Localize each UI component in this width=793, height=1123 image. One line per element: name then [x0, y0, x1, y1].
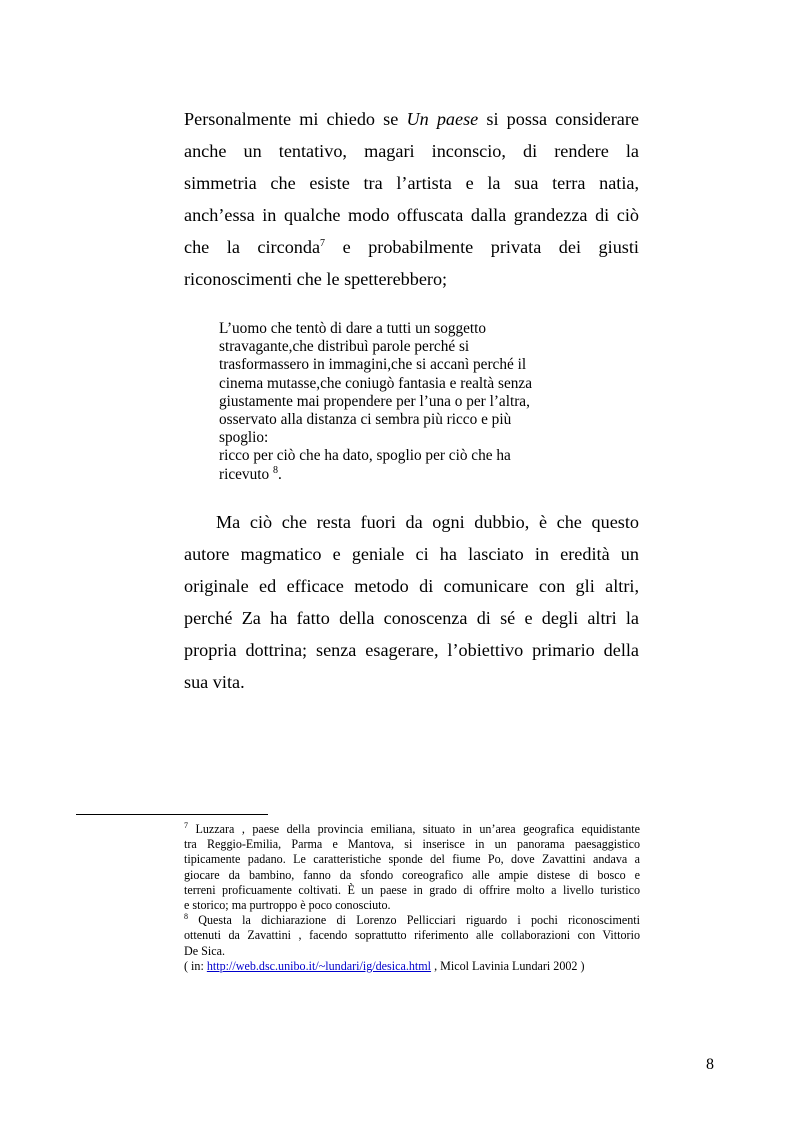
quote-line: giustamente mai propendere per l’una o per l’altra,: [219, 392, 530, 410]
paragraph-2-line-6: sua vita.: [184, 672, 245, 692]
quote-line: ricco per ciò che ha dato, spoglio per ciò che ha: [219, 447, 511, 465]
footnote-7-line-1: $^7$ Luzzara , paese della provincia emiliana, situato in un’area geografica equidistante: [184, 820, 640, 836]
footnote-separator: [76, 814, 268, 815]
paragraph-1-line-3: simmetria che esiste tra l’artista e la sua terra natia,: [184, 173, 639, 193]
quote-last-line: ricevuto $^8$.: [219, 464, 282, 483]
footnote-ref-8[interactable]: 8: [272, 464, 278, 476]
paragraph-1-line-4: anch’essa in qualche modo offuscata dalla grandezza di ciò: [184, 205, 639, 225]
footnote-ref-7[interactable]: 7: [320, 237, 326, 249]
source-link[interactable]: http://web.dsc.unibo.it/~lundari/ig/desica.html: [206, 958, 432, 973]
quote-line: L’uomo che tentò di dare a tutti un soggetto: [219, 320, 487, 337]
footnote-7-line-4: giocare da bambino, fanno da sfondo coreografico alle ampie distese di bosco e: [184, 867, 640, 882]
footnote-8-number: 8: [184, 912, 188, 922]
quote-line: stravagante,che distribuì parole perché si: [219, 338, 470, 356]
footnote-8-source: ( in: http://web.dsc.unibo.it/~lundari/ig/desica.html , Micol Lavinia Lundari 2002 ): [184, 958, 585, 973]
footnote-7-line-3: tipicamente padano. Le caratteristiche sponde del fiume Po, dove Zavattini andava a: [184, 852, 640, 867]
footnote-7-number: 7: [184, 820, 188, 830]
paragraph-1-line-5: che la circonda$^7$ e probabilmente privata dei giusti: [184, 237, 639, 257]
work-title: Un paese: [406, 109, 479, 129]
footnote-7-line-5: terreni proficuamente coltivati. È un paese in grado di offrire molto a livello turistico: [184, 882, 640, 897]
paragraph-2-line-1: Ma ciò che resta fuori da ogni dubbio, è che questo: [216, 512, 639, 532]
footnote-7-line-2: tra Reggio-Emilia, Parma e Mantova, si inserisce in un panorama paesaggistico: [184, 837, 640, 852]
paragraph-2-line-3: originale ed efficace metodo di comunicare con gli altri,: [184, 576, 639, 596]
footnote-7: [184, 822, 640, 913]
quote-line: spoglio:: [219, 429, 269, 447]
paragraph-1: [184, 103, 639, 295]
paragraph-2-line-4: perché Za ha fatto della conoscenza di sé e degli altri la: [184, 608, 639, 628]
paragraph-1-line-6: riconoscimenti che le spetterebbero;: [184, 269, 448, 289]
page-number: 8: [706, 1056, 714, 1073]
paragraph-2: [184, 506, 639, 698]
paragraph-2-line-2: autore magmatico e geniale ci ha lasciato in eredità un: [184, 544, 639, 564]
footnote-8-line-1: $^8$ Questa la dichiarazione di Lorenzo Pellicciari riguardo i pochi riconoscimenti: [184, 912, 640, 928]
paragraph-1-line-1: Personalmente mi chiedo se Un paese si possa considerare: [184, 109, 640, 129]
paragraph-1-line-2: anche un tentativo, magari inconscio, di rendere la: [184, 141, 639, 161]
quote-line: cinema mutasse,che coniugò fantasia e realtà senza: [219, 374, 533, 392]
quote-line: osservato alla distanza ci sembra più ricco e più: [219, 411, 512, 429]
footnote-8: [184, 913, 640, 974]
quote-line: trasformassero in immagini,che si accanì perché il: [219, 356, 527, 374]
paragraph-2-line-5: propria dottrina; senza esagerare, l’obiettivo primario della: [184, 640, 639, 660]
footnote-8-line-3: De Sica.: [184, 943, 225, 958]
footnotes: [184, 822, 640, 974]
footnote-7-line-6: e storico; ma purtroppo è poco conosciuto.: [184, 898, 391, 913]
footnote-8-line-2: ottenuti da Zavattini , facendo soprattutto riferimento alle collaborazioni con Vittorio: [184, 928, 640, 943]
block-quote: [219, 320, 559, 484]
